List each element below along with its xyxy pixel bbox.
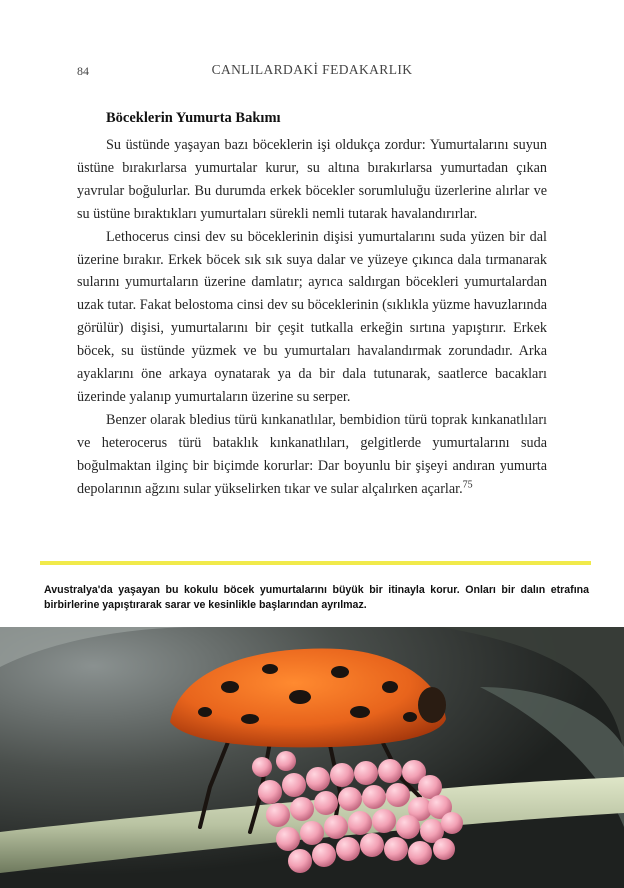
body-text xyxy=(77,134,547,501)
section-heading: Böceklerin Yumurta Bakımı xyxy=(106,110,281,126)
figure-caption: Avustralya'da yaşayan bu kokulu böcek yumurtalarını büyük bir itinayla korur. Onları bir dalın etrafına birbirlerine yapıştırarak sarar ve kesinlikle başlarından ayrılmaz. xyxy=(44,584,589,611)
paragraph-3 xyxy=(77,409,547,501)
page-number: 84 xyxy=(77,64,89,78)
paragraph-1: Su üstünde yaşayan bazı böceklerin işi oldukça zordur: Yumurtalarını suyun üstüne bırakırlarsa yumurtalar kurur, su altına bırakırlarsa yumurtadan çıkan yavrular boğulurlar. Bu durumda erkek böcekler sorumluluğu üzerlerine alırlar ve su üstüne bıraktıkları yumurtaları sürekli nemli tutarak havalandırırlar. xyxy=(77,137,547,222)
footnote-ref: 75 xyxy=(462,478,473,490)
paragraph-2: Lethocerus cinsi dev su böceklerinin dişisi yumurtalarını suda yüzen bir dal üzerine bırakır. Erkek böcek sık sık suya dalar ve yüzeye çıkınca dala tırmanarak sularını yumurtaların üzerine damlatır; ayrıca saldırgan böcekleri yumurtalardan uzak tutar. Fakat belostoma cinsi dev su böceklerinin (sıklıkla yüzme havuzlarında görülür) dişisi, yumurtalarını bir çeşit tutkalla erkeğin sırtına yapıştırır. Erkek böcek, su üstünde yüzmek ve bu yumurtaları havalandırmak zorundadır. Arka ayaklarını öne arkaya oynatarak ya da bir dala tutunarak, saatlerce bacakları üzerinde yalanıp yumurtaların üzerine su serper. xyxy=(77,228,547,405)
paragraph-3-text: Benzer olarak bledius türü kınkanatlılar, bembidion türü toprak kınkanatlıları ve heterocerus türü bataklık kınkanatlıları, gelgitlerde yumurtalarını suda boğulmaktan ilginç bir biçimde korurlar: Dar boyunlu bir şişeyi andıran yumurta depolarının ağzını sular yükselirken tıkar ve sular alçalırken açarlar. xyxy=(77,411,547,497)
beetle-photo xyxy=(0,627,624,888)
running-title: CANLILARDAKİ FEDAKARLIK xyxy=(211,62,413,77)
yellow-divider xyxy=(40,561,591,565)
beetle-illustration xyxy=(0,627,624,888)
